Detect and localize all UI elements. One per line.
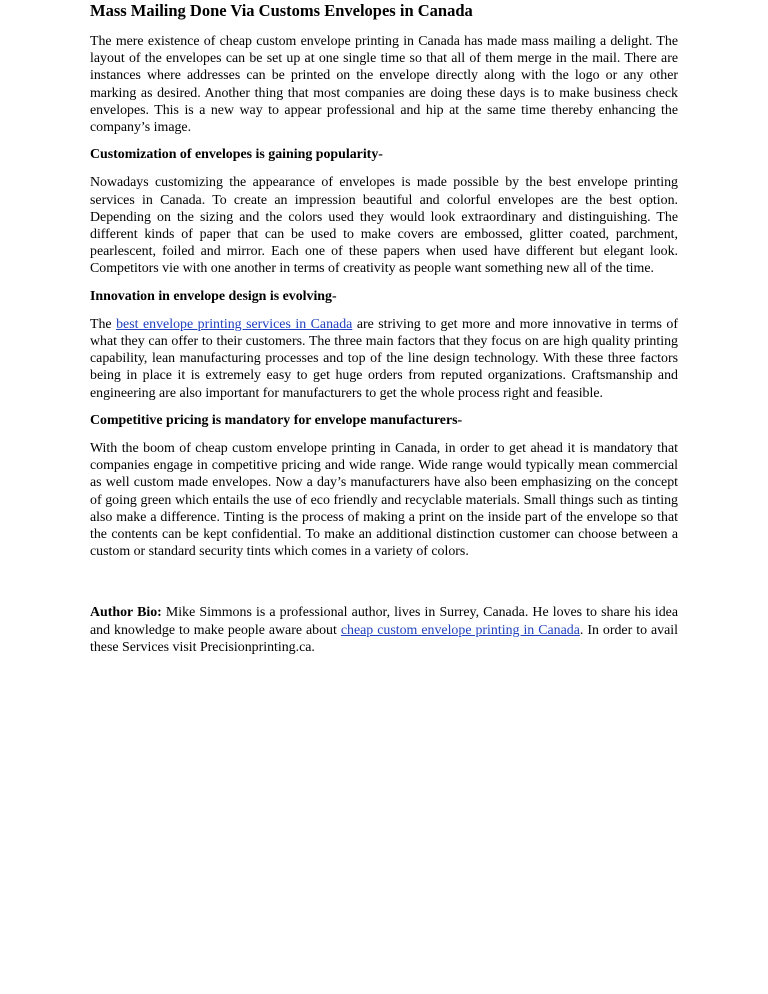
author-bio-label: Author Bio: [90,605,162,621]
author-bio-text-suffix: . In order to avail these Services visit Precisionprinting.ca. [90,622,678,655]
envelope-printing-services-link[interactable]: best envelope printing services in Canada [116,316,353,332]
section-heading-customization: Customization of envelopes is gaining popularity- [90,147,383,163]
author-bio-text-prefix: Mike Simmons is a professional author, lives in Surrey, Canada. He loves to share his idea and knowledge to make people aware about [90,605,679,638]
section-body-customization: Nowadays customizing the appearance of envelopes is made possible by the best envelope printing services in Canada. To create an impression beautiful and colorful envelopes are the best option. Depending on the sizing and the colors used they would look extraordinary and distinguishing. The different kinds of paper that can be used to make covers are embossed, glitter coated, parchment, pearlescent, foiled and mirror. Each one of these papers when used have different but elegant look. Competitors vie with one another in terms of creativity as people want something new all of the time. [90,175,678,277]
document-title: Mass Mailing Done Via Customs Envelopes in Canada [90,1,473,20]
innovation-text-prefix: The [90,316,117,332]
section-heading-innovation: Innovation in envelope design is evolving- [90,288,337,304]
section-body-pricing: With the boom of cheap custom envelope printing in Canada, in order to get ahead it is mandatory that companies engage in competitive pricing and wide range. Wide range would typically mean commercial as well custom made envelopes. Now a day’s manufacturers have also been emphasizing on the concept of going green which entails the use of eco friendly and recyclable materials. Small things such as tinting also make a difference. Tinting is the process of making a print on the inside part of the envelope so that the contents can be kept confidential. To make an additional distinction customer can choose between a custom or standard security tints which comes in a variety of colors. [90,441,678,560]
author-bio [90,604,678,656]
innovation-text-suffix: are striving to get more and more innovative in terms of what they can offer to their customers. The three main factors that they focus on are high quality printing capability, lean manufacturing processes and top of the line design technology. With these three factors being in place it is extremely easy to get huge orders from reputed organizations. Craftsmanship and engineering are also important for manufacturers to get the whole process right and feasible. [90,316,678,401]
document-page [90,0,678,656]
intro-paragraph: The mere existence of cheap custom envelope printing in Canada has made mass mailing a delight. The layout of the envelopes can be set up at one single time so that all of them merge in the mail. There are instances where addresses can be printed on the envelope directly along with the logo or any other marking as desired. Another thing that most companies are doing these days is to make business check envelopes. This is a new way to appear professional and hip at the same time thereby enhancing the company’s image. [90,34,678,136]
section-heading-pricing: Competitive pricing is mandatory for envelope manufacturers- [90,412,463,428]
section-body-innovation [90,316,678,402]
custom-envelope-printing-link[interactable]: cheap custom envelope printing in Canada [340,622,580,638]
